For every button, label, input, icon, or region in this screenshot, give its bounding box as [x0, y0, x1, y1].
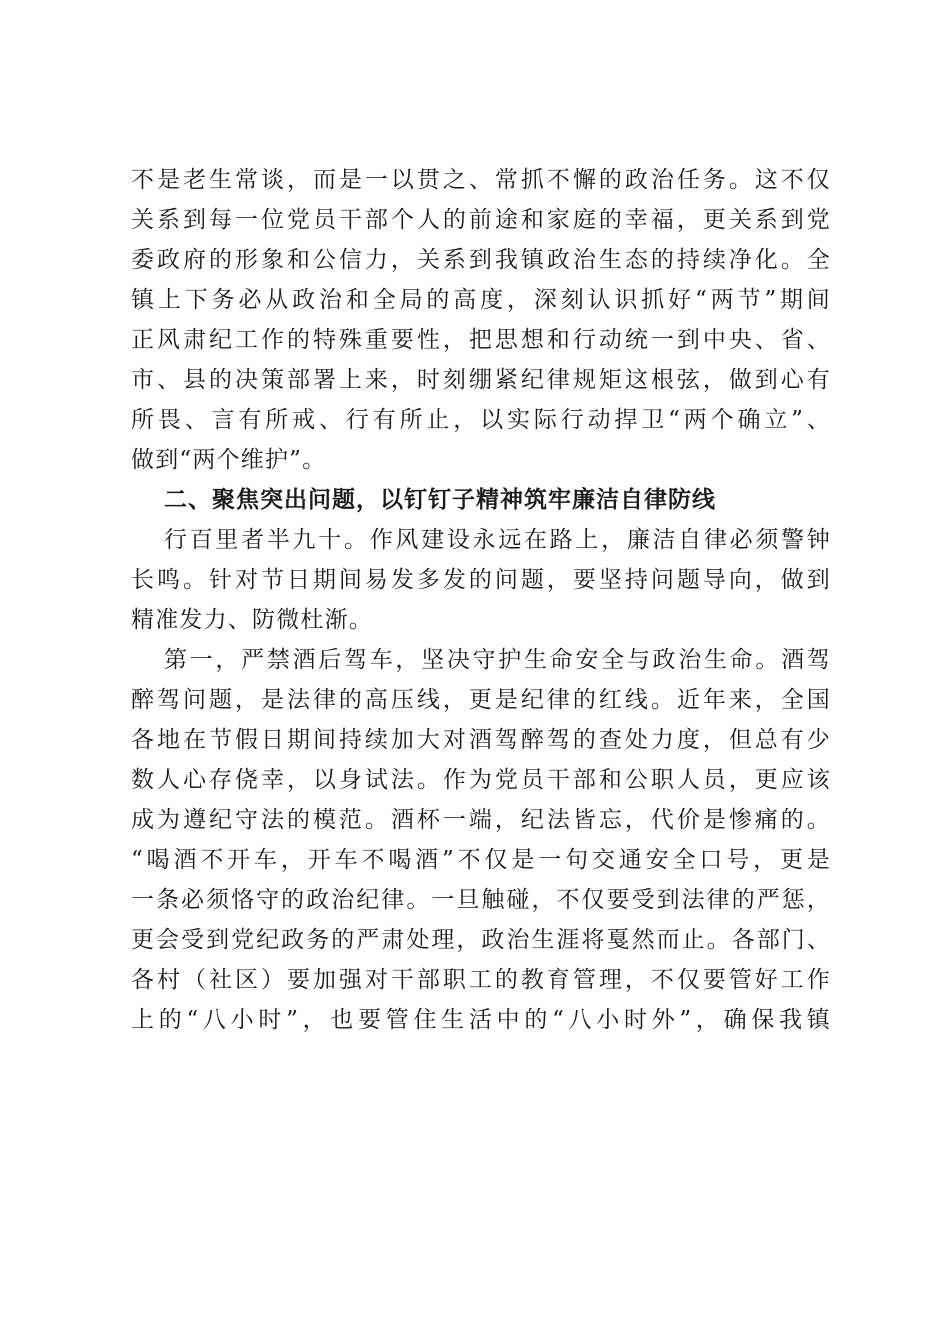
- paragraph-1: [131, 160, 831, 480]
- paragraph-line: 各村（社区）要加强对干部职工的教育管理，不仅要管好工作: [131, 967, 831, 993]
- paragraph-line: 各地在节假日期间持续加大对酒驾醉驾的查处力度，但总有少: [131, 727, 831, 753]
- paragraph-line: 数人心存侥幸，以身试法。作为党员干部和公职人员，更应该: [131, 767, 831, 793]
- paragraph-line: 成为遵纪守法的模范。酒杯一端，纪法皆忘，代价是惨痛的。: [131, 807, 831, 833]
- paragraph-line: 关系到每一位党员干部个人的前途和家庭的幸福，更关系到党: [131, 207, 831, 233]
- document-body: [131, 160, 831, 1040]
- paragraph-line: 镇上下务必从政治和全局的高度，深刻认识抓好“两节”期间: [131, 287, 831, 313]
- paragraph-line: “喝酒不开车，开车不喝酒”不仅是一句交通安全口号，更是: [131, 847, 831, 873]
- paragraph-line: 市、县的决策部署上来，时刻绷紧纪律规矩这根弦，做到心有: [131, 367, 831, 393]
- paragraph-line: 不是老生常谈，而是一以贯之、常抓不懈的政治任务。这不仅: [131, 167, 831, 193]
- paragraph-line: 行百里者半九十。作风建设永远在路上，廉洁自律必须警钟: [164, 527, 831, 553]
- paragraph-2: [131, 520, 831, 640]
- paragraph-line: 做到“两个维护”。: [131, 447, 327, 473]
- paragraph-line: 醉驾问题，是法律的高压线，更是纪律的红线。近年来，全国: [131, 687, 831, 713]
- paragraph-line: 一条必须恪守的政治纪律。一旦触碰，不仅要受到法律的严惩，: [131, 887, 831, 913]
- paragraph-line: 更会受到党纪政务的严肃处理，政治生涯将戛然而止。各部门、: [131, 927, 831, 953]
- paragraph-line: 委政府的形象和公信力，关系到我镇政治生态的持续净化。全: [131, 247, 831, 273]
- paragraph-3: [131, 640, 831, 1040]
- paragraph-line: 长鸣。针对节日期间易发多发的问题，要坚持问题导向，做到: [131, 567, 831, 593]
- section-heading: 二、聚焦突出问题，以钉钉子精神筑牢廉洁自律防线: [164, 487, 716, 513]
- paragraph-line: 上的“八小时”，也要管住生活中的“八小时外”，确保我镇: [131, 1007, 831, 1033]
- paragraph-line: 正风肃纪工作的特殊重要性，把思想和行动统一到中央、省、: [131, 327, 831, 353]
- paragraph-line: 所畏、言有所戒、行有所止，以实际行动捍卫“两个确立”、: [131, 407, 831, 433]
- paragraph-line: 精准发力、防微杜渐。: [131, 607, 373, 633]
- paragraph-line: 第一，严禁酒后驾车，坚决守护生命安全与政治生命。酒驾: [164, 647, 831, 673]
